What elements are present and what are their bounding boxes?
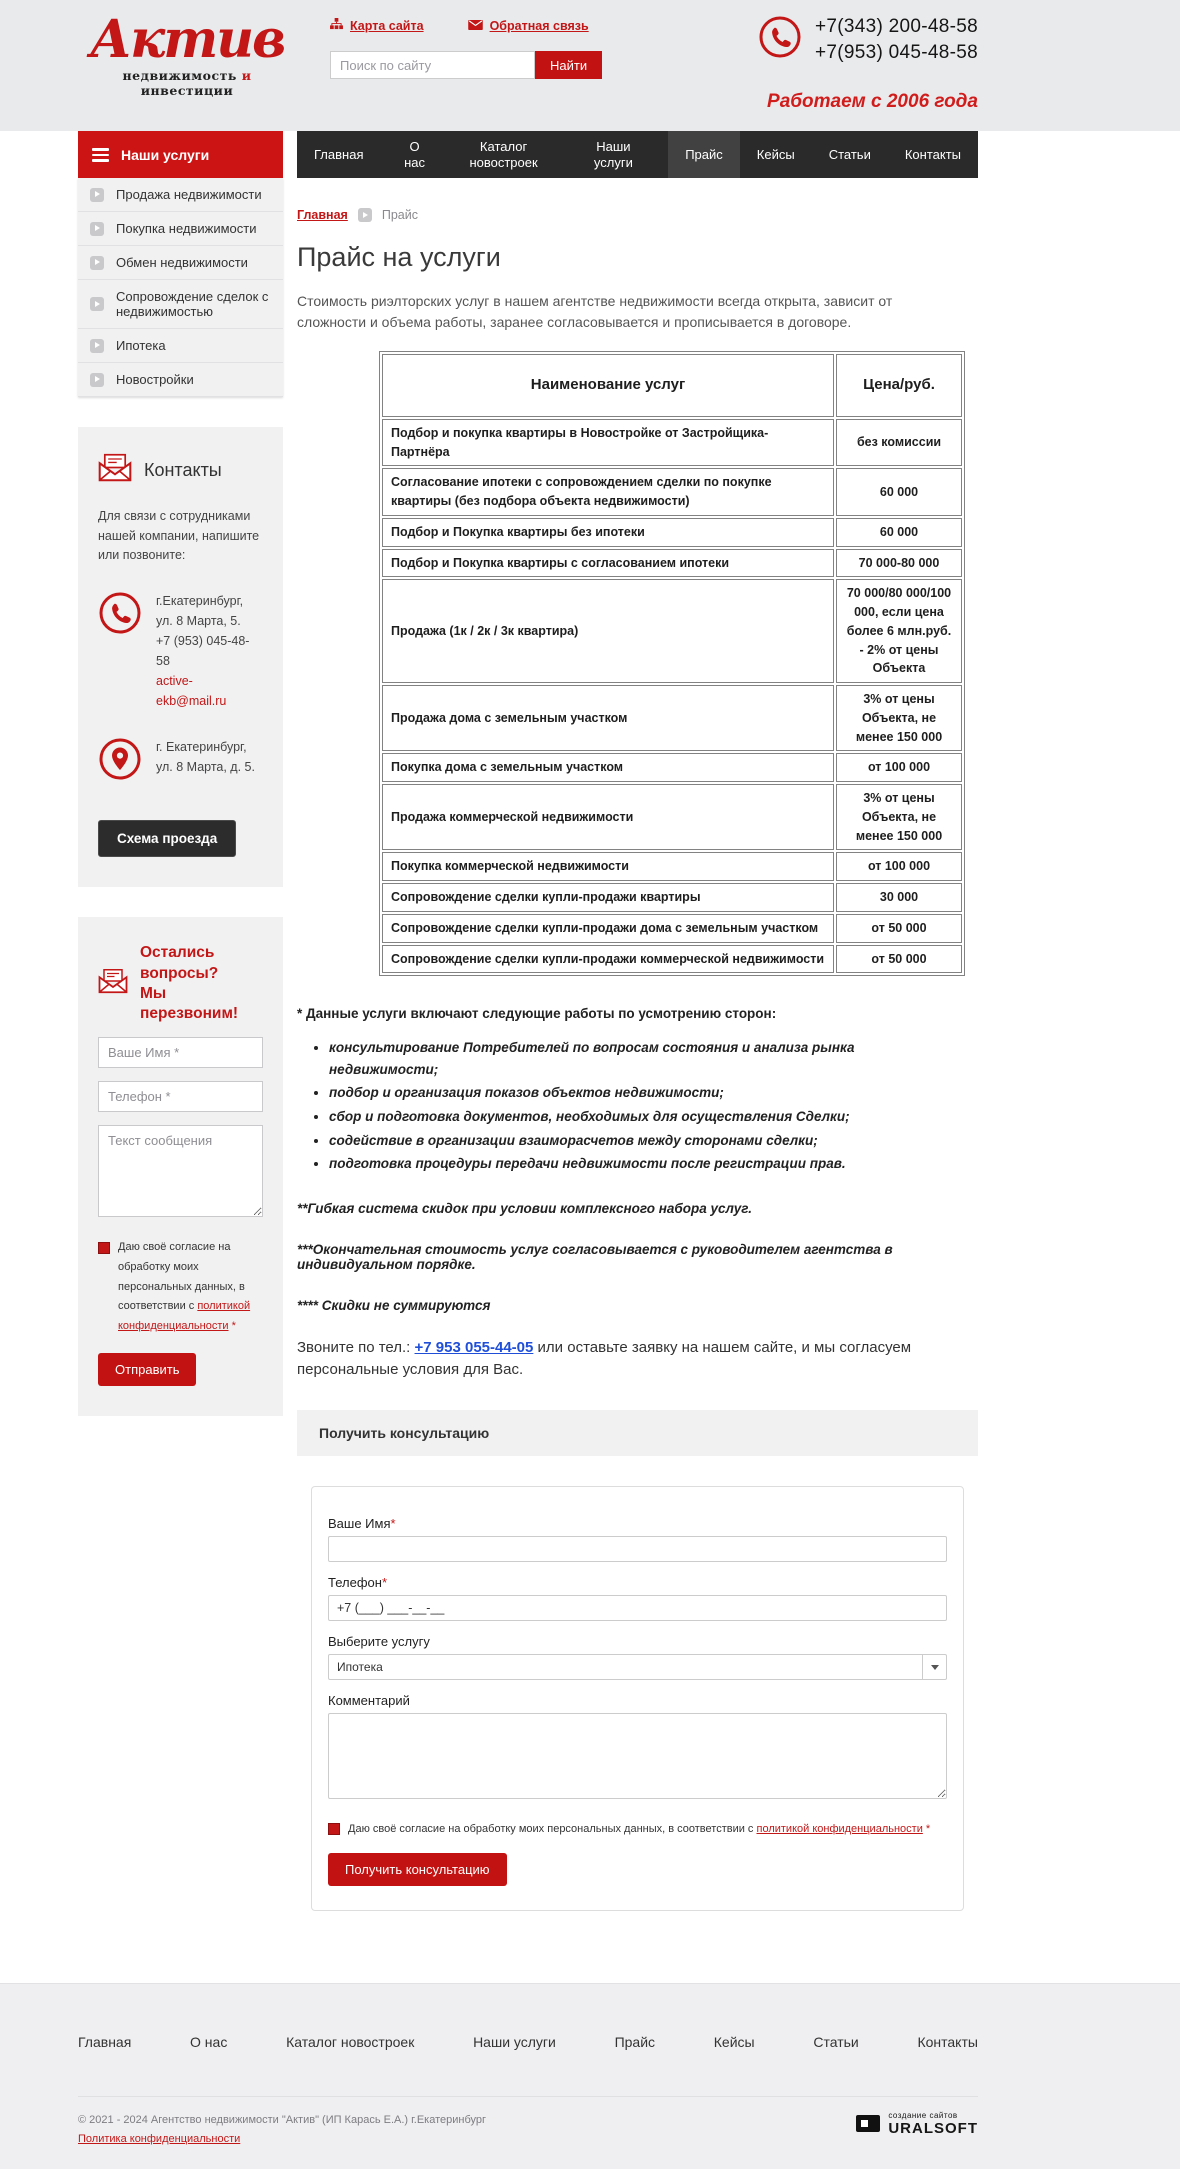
table-row: [382, 549, 962, 578]
table-row: [382, 784, 962, 850]
contact-phone-address: г.Екатеринбург, ул. 8 Марта, 5.: [156, 594, 244, 629]
table-row: [382, 945, 962, 974]
price-table: [379, 351, 965, 976]
table-row: [382, 883, 962, 912]
header: [0, 0, 1180, 131]
sidebar-item-1[interactable]: [78, 212, 283, 246]
table-row: [382, 518, 962, 547]
list-item: • содействие в организации взаиморасчетов между сторонами сделки;: [329, 1130, 957, 1152]
call-suffix: или оставьте заявку на нашем сайте, и мы согласуем персональные условия для Вас.: [297, 1338, 912, 1378]
service-select-value: Ипотека: [337, 1660, 383, 1675]
price-table-header-name: Наименование услуг: [382, 354, 834, 417]
list-item: • сбор и подготовка документов, необходимых для осуществления Сделки;: [329, 1106, 957, 1128]
service-price-cell: от 50 000: [836, 914, 962, 943]
service-price-cell: 70 000-80 000: [836, 549, 962, 578]
sidebar-item-5[interactable]: [78, 363, 283, 397]
feedback-link-label: Обратная связь: [489, 18, 589, 33]
footer-link-6[interactable]: Статьи: [813, 2033, 859, 2050]
service-name-cell: Покупка дома с земельным участком: [382, 753, 834, 782]
sidebar-item-label: Ипотека: [116, 338, 166, 354]
phone-circle-icon: [758, 15, 802, 64]
service-select[interactable]: [328, 1654, 947, 1680]
services-menu-title: Наши услуги: [121, 146, 210, 163]
callback-block: [78, 917, 283, 1416]
sidebar-item-4[interactable]: [78, 329, 283, 363]
note-no-sum: **** Скидки не суммируются: [297, 1297, 491, 1313]
service-name-cell: Сопровождение сделки купли-продажи коммерческой недвижимости: [382, 945, 834, 974]
consult-header-bar: Получить консультацию: [297, 1410, 978, 1456]
sitemap-link[interactable]: [330, 18, 424, 33]
included-works-list: [329, 1037, 957, 1175]
play-square-icon: [90, 188, 104, 202]
tagline-and: и: [241, 68, 252, 83]
contacts-title: Контакты: [144, 459, 222, 480]
list-item: • консультирование Потребителей по вопросам состояния и анализа рынка недвижимости;: [329, 1037, 957, 1080]
breadcrumb-arrow-icon: [358, 208, 372, 222]
envelope-icon: [98, 968, 128, 999]
footer-nav: [78, 2034, 978, 2050]
nav-item-5[interactable]: Кейсы: [756, 146, 795, 162]
table-row: [382, 579, 962, 683]
service-price-cell: 3% от цены Объекта, не менее 150 000: [836, 685, 962, 751]
contacts-block: [78, 427, 283, 887]
service-name-cell: Подбор и покупка квартиры в Новостройке от Застройщика-Партнёра: [382, 419, 834, 467]
nav-item-2[interactable]: Каталог новостроек: [469, 138, 538, 170]
sidebar-item-label: Продажа недвижимости: [116, 187, 262, 203]
phone-label: [328, 1575, 947, 1590]
sidebar-item-2[interactable]: [78, 246, 283, 280]
contact-email-link[interactable]: active-ekb@mail.ru: [156, 674, 227, 709]
consent-required-mark: *: [922, 1823, 931, 1836]
service-name-cell: Согласование ипотеки с сопровождением сделки по покупке квартиры (без подбора объекта недвижимости): [382, 468, 834, 516]
footer-link-3[interactable]: Наши услуги: [473, 2033, 556, 2050]
service-name-cell: Продажа дома с земельным участком: [382, 685, 834, 751]
logo-tagline: [78, 68, 296, 98]
footer-link-0[interactable]: Главная: [78, 2033, 132, 2050]
comment-textarea[interactable]: [328, 1713, 947, 1799]
included-works-title: * Данные услуги включают следующие работы по усмотрению сторон:: [297, 1006, 777, 1022]
required-mark: *: [390, 1516, 396, 1532]
nav-item-7[interactable]: Контакты: [904, 146, 961, 162]
hamburger-icon: [92, 148, 109, 162]
callback-phone-input[interactable]: [98, 1081, 263, 1112]
callback-title: [140, 943, 263, 1024]
main-nav: [297, 131, 978, 178]
breadcrumb-current: Прайс: [381, 208, 418, 223]
footer-privacy-link[interactable]: Политика конфиденциальности: [78, 2133, 241, 2146]
footer-link-2[interactable]: Каталог новостроек: [286, 2033, 415, 2050]
nav-item-0[interactable]: Главная: [314, 146, 364, 162]
consent-text: [118, 1238, 263, 1337]
play-square-icon: [90, 373, 104, 387]
studio-credit[interactable]: [856, 2111, 978, 2137]
callback-title-line1: Остались вопросы?: [140, 944, 219, 982]
consult-submit-button[interactable]: Получить консультацию: [328, 1853, 507, 1886]
price-table-header-price: Цена/руб.: [836, 354, 962, 417]
callback-message-textarea[interactable]: [98, 1125, 263, 1217]
service-price-cell: 60 000: [836, 468, 962, 516]
location-pin-icon: [98, 737, 142, 786]
service-name-cell: Подбор и Покупка квартиры без ипотеки: [382, 518, 834, 547]
header-phone-2[interactable]: +7(953) 045-48-58: [814, 41, 978, 63]
name-label: [328, 1516, 947, 1531]
service-name-cell: Подбор и Покупка квартиры с согласованием ипотеки: [382, 549, 834, 578]
sidebar-item-label: Сопровождение сделок с недвижимостью: [116, 289, 269, 320]
call-line: [297, 1337, 937, 1381]
service-price-cell: от 100 000: [836, 753, 962, 782]
logo[interactable]: [78, 9, 296, 98]
privacy-policy-link[interactable]: политикой конфиденциальности: [118, 1300, 251, 1333]
service-name-cell: Покупка коммерческой недвижимости: [382, 852, 834, 881]
list-item: • подбор и организация показов объектов недвижимости;: [329, 1082, 957, 1104]
search-button[interactable]: Найти: [535, 51, 602, 79]
tagline-right: инвестиции: [140, 83, 234, 98]
table-row: [382, 685, 962, 751]
service-name-cell: Сопровождение сделки купли-продажи квартиры: [382, 883, 834, 912]
header-phone-1[interactable]: +7(343) 200-48-58: [814, 16, 978, 37]
consent-text: [348, 1822, 930, 1836]
call-prefix: Звоните по тел.:: [297, 1338, 415, 1356]
play-square-icon: [90, 256, 104, 270]
nav-item-4[interactable]: Прайс: [668, 131, 740, 178]
call-phone-link[interactable]: +7 953 055-44-05: [414, 1338, 534, 1356]
studio-name: URALSOFT: [888, 2119, 978, 2137]
sidebar-item-label: Покупка недвижимости: [116, 221, 257, 237]
note-final-price: ***Окончательная стоимость услуг согласовывается с руководителем агентства в индивидуальном порядке.: [297, 1241, 893, 1272]
breadcrumb: [297, 208, 978, 222]
services-menu-header[interactable]: [78, 131, 283, 178]
callback-name-input[interactable]: [98, 1037, 263, 1068]
play-square-icon: [90, 297, 104, 311]
consent-checkbox[interactable]: [98, 1242, 110, 1254]
note-discounts: **Гибкая система скидок при условии комплексного набора услуг.: [297, 1200, 753, 1216]
consult-form: [311, 1486, 964, 1910]
phone-circle-icon: [98, 591, 142, 711]
feedback-link[interactable]: [468, 18, 589, 33]
envelope-icon: [98, 453, 132, 487]
map-button[interactable]: Схема проезда: [98, 820, 236, 857]
contact-phone[interactable]: +7 (953) 045-48-58: [156, 634, 250, 669]
sidebar-item-0[interactable]: [78, 178, 283, 212]
sidebar-item-label: Обмен недвижимости: [116, 255, 248, 271]
consent-text-body: Даю своё согласие на обработку моих персональных данных, в соответствии с: [118, 1240, 245, 1313]
nav-item-3[interactable]: Наши услуги: [593, 138, 633, 170]
service-name-cell: Продажа (1к / 2к / 3к квартира): [382, 579, 834, 683]
service-price-cell: без комиссии: [836, 419, 962, 467]
logo-title: Актив: [89, 9, 285, 70]
play-square-icon: [90, 339, 104, 353]
breadcrumb-home-link[interactable]: Главная: [297, 208, 348, 223]
play-square-icon: [90, 222, 104, 236]
nav-item-6[interactable]: Статьи: [828, 146, 871, 162]
table-row: [382, 852, 962, 881]
required-mark: *: [381, 1575, 387, 1591]
mail-icon: [468, 19, 483, 33]
studio-small-label: создание сайтов: [888, 2110, 958, 2120]
comment-label: Комментарий: [328, 1693, 410, 1709]
service-name-cell: Сопровождение сделки купли-продажи дома с земельным участком: [382, 914, 834, 943]
contact-address: г. Екатеринбург, ул. 8 Марта, д. 5.: [156, 740, 255, 775]
privacy-policy-link[interactable]: политикой конфиденциальности: [756, 1823, 923, 1836]
service-price-cell: 70 000/80 000/100 000, если цена более 6 млн.руб. - 2% от цены Объекта: [836, 579, 962, 683]
notes-section: [297, 1006, 957, 1380]
search-input[interactable]: [330, 51, 535, 79]
sitemap-link-label: Карта сайта: [350, 18, 424, 33]
list-item: • подготовка процедуры передачи недвижимости после регистрации прав.: [329, 1153, 957, 1175]
service-price-cell: от 50 000: [836, 945, 962, 974]
since-badge: Работаем с 2006 года: [767, 91, 978, 113]
copyright: © 2021 - 2024 Агентство недвижимости "Актив" (ИП Карась Е.А.) г.Екатеринбург: [78, 2113, 487, 2126]
service-label: Выберите услугу: [328, 1634, 430, 1650]
service-price-cell: 30 000: [836, 883, 962, 912]
page-title: Прайс на услуги: [297, 242, 501, 273]
callback-title-line2: Мы перезвоним!: [140, 984, 239, 1022]
footer-link-5[interactable]: Кейсы: [713, 2033, 755, 2050]
callback-submit-button[interactable]: Отправить: [98, 1353, 196, 1386]
phone-field[interactable]: [328, 1595, 947, 1621]
footer-link-1[interactable]: О нас: [190, 2033, 228, 2050]
contacts-intro: Для связи с сотрудниками нашей компании, напишите или позвоните:: [98, 509, 260, 563]
sitemap-icon: [330, 18, 343, 33]
consent-required-mark: *: [228, 1320, 236, 1333]
table-row: [382, 468, 962, 516]
phone-label-text: Телефон: [328, 1575, 382, 1591]
footer-link-4[interactable]: Прайс: [614, 2033, 656, 2050]
consent-checkbox[interactable]: [328, 1823, 340, 1835]
nav-item-1[interactable]: О нас: [404, 138, 425, 170]
consent-text-body: Даю своё согласие на обработку моих персональных данных, в соответствии с: [348, 1823, 757, 1836]
table-row: [382, 914, 962, 943]
sidebar-item-3[interactable]: [78, 280, 283, 329]
service-price-cell: от 100 000: [836, 852, 962, 881]
footer: [0, 1983, 1180, 2169]
uralsoft-logo-icon: [856, 2115, 880, 2132]
tagline-left: недвижимость: [122, 68, 242, 83]
table-row: [382, 419, 962, 467]
service-price-cell: 3% от цены Объекта, не менее 150 000: [836, 784, 962, 850]
chevron-down-icon[interactable]: [922, 1655, 946, 1679]
name-label-text: Ваше Имя: [328, 1516, 391, 1532]
services-menu: [78, 178, 283, 397]
service-price-cell: 60 000: [836, 518, 962, 547]
service-name-cell: Продажа коммерческой недвижимости: [382, 784, 834, 850]
name-field[interactable]: [328, 1536, 947, 1562]
price-table-body: [382, 419, 962, 974]
page-intro: Стоимость риэлторских услуг в нашем агентстве недвижимости всегда открыта, зависит от сложности и объема работы, заранее согласовывается и прописывается в договоре.: [297, 293, 893, 331]
table-row: [382, 753, 962, 782]
footer-link-7[interactable]: Контакты: [917, 2033, 978, 2050]
sidebar-item-label: Новостройки: [116, 372, 194, 388]
